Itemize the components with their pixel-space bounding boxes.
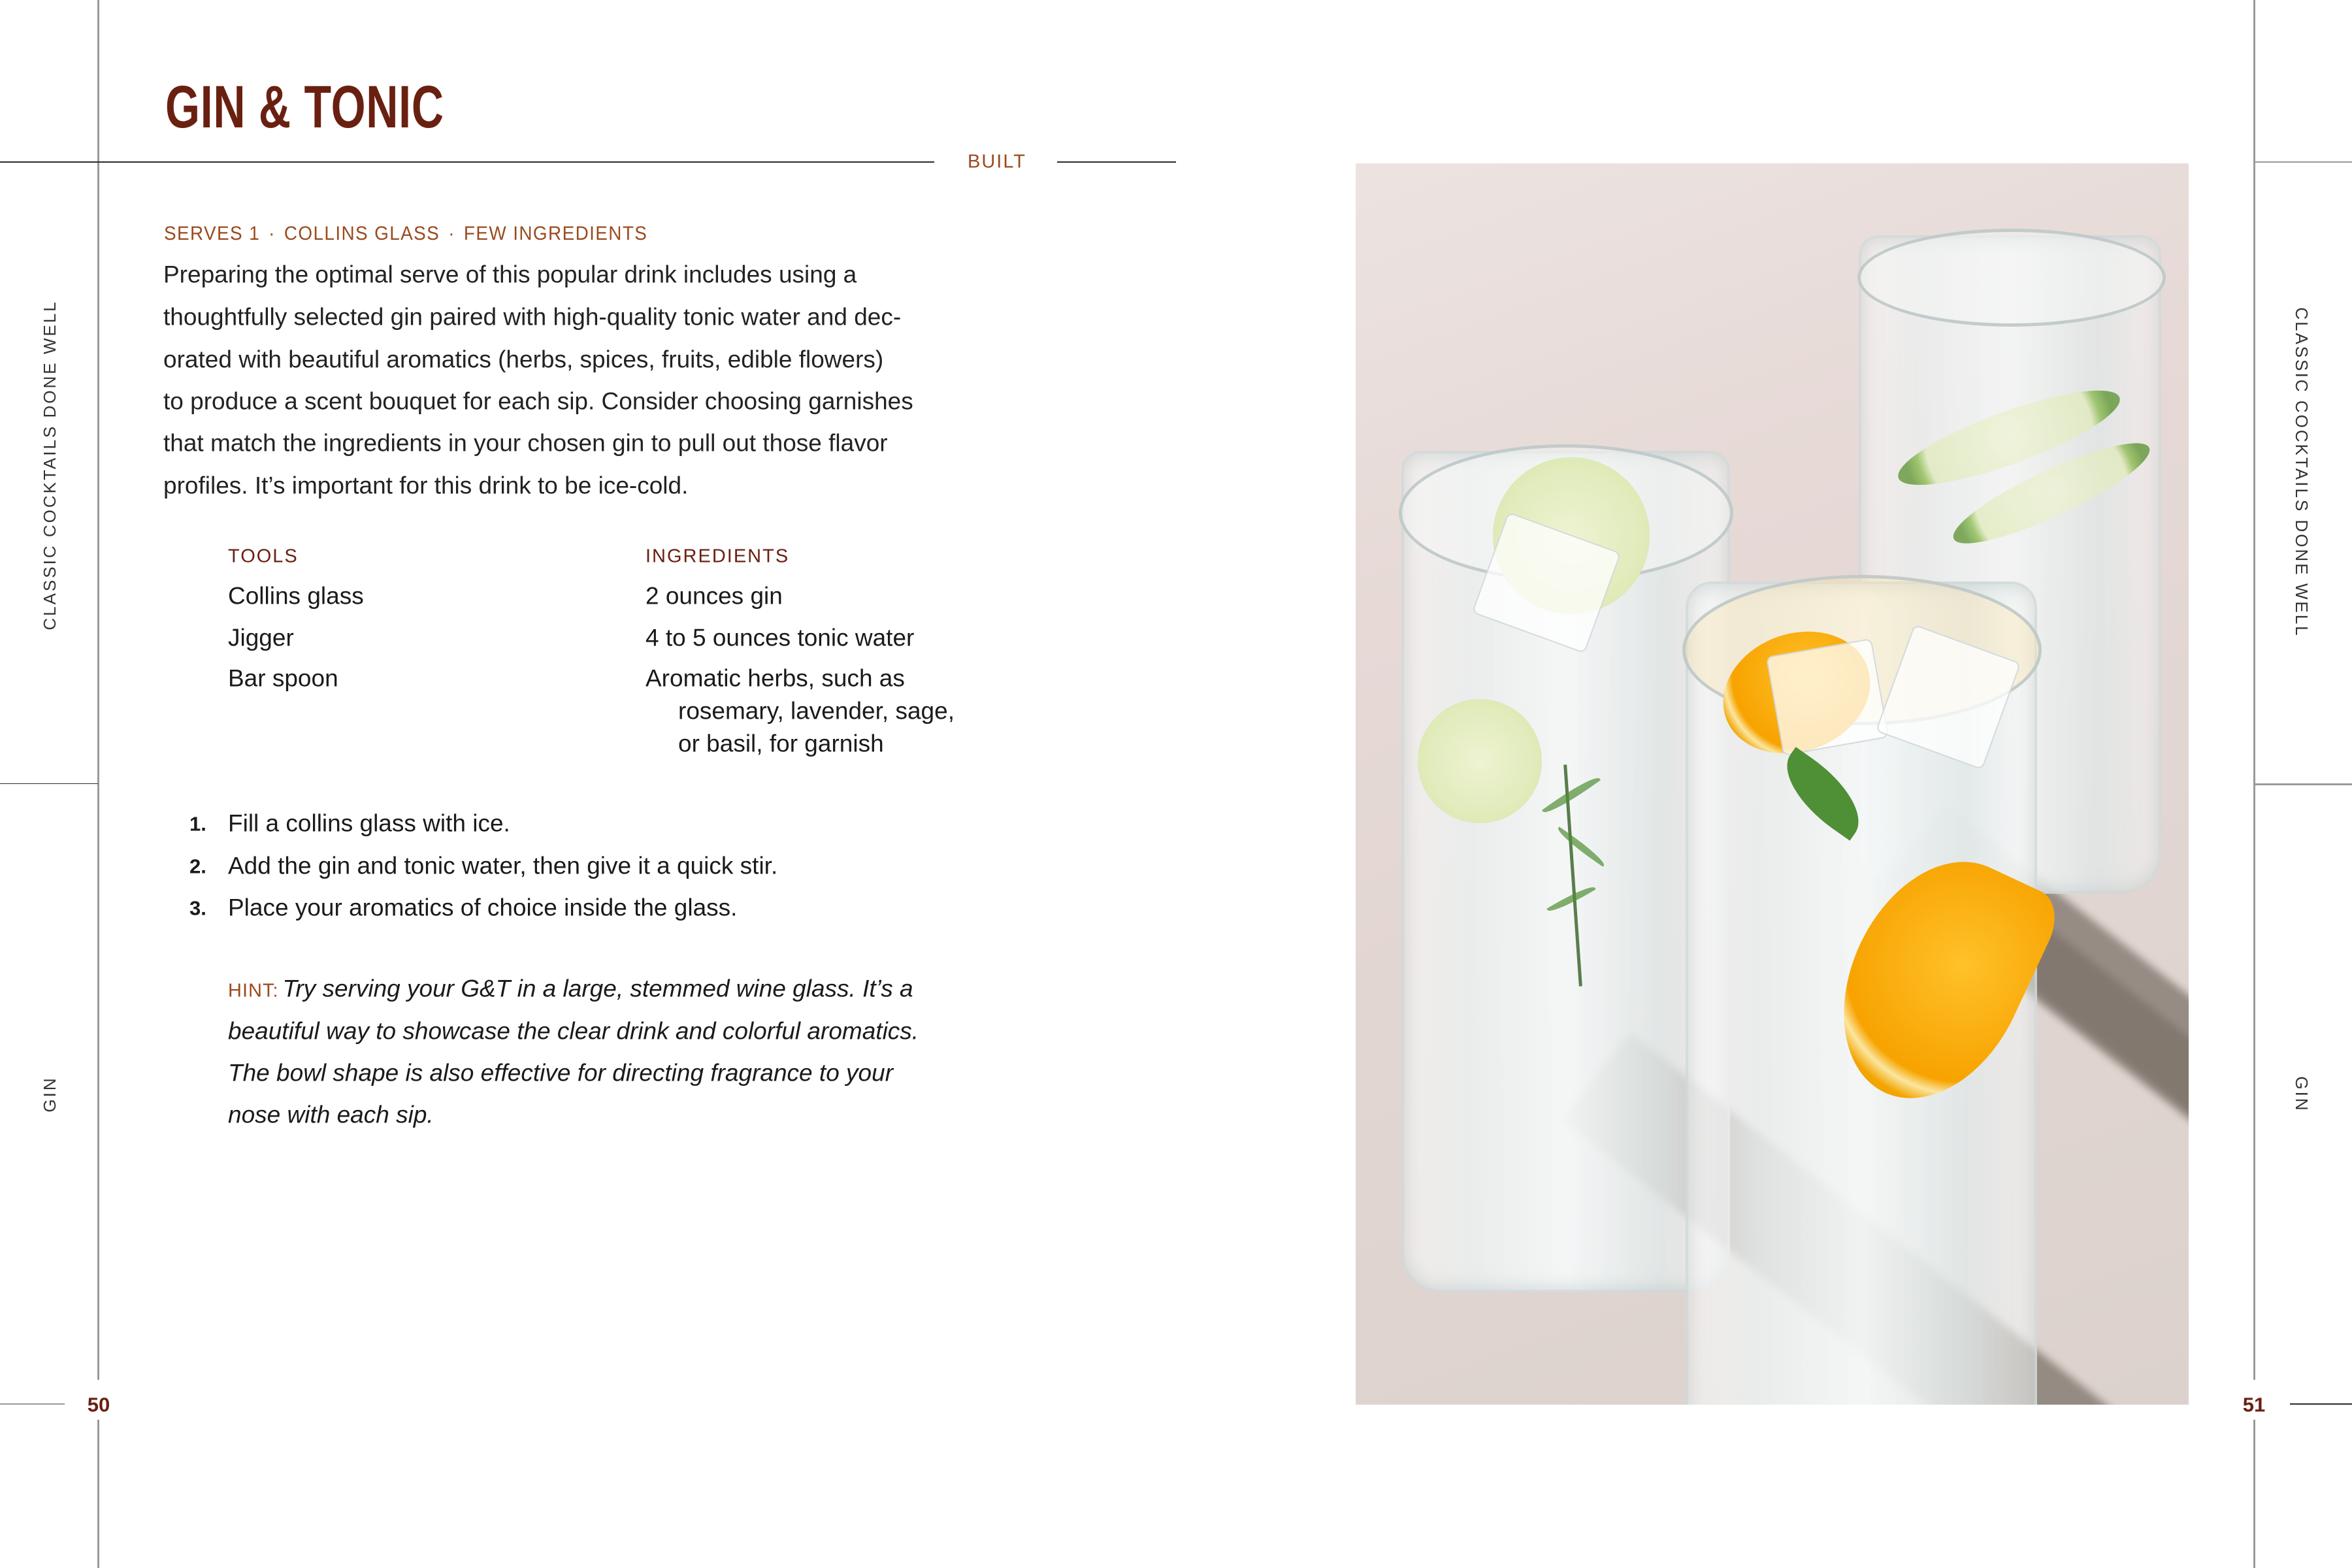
step-number: 2. [189, 855, 206, 878]
right-margin-rule-top [2253, 0, 2255, 1380]
tool-item: Bar spoon [228, 664, 338, 692]
intro-line: profiles. It’s important for this drink to be ice-cold. [163, 472, 689, 499]
meta-separator: · [448, 223, 455, 244]
tools-heading: TOOLS [228, 546, 299, 567]
left-section-rule [0, 783, 98, 784]
tool-item: Jigger [228, 624, 294, 651]
step-number: 1. [189, 812, 206, 836]
chapter-label-right: GIN [2292, 1076, 2311, 1113]
intro-line: Preparing the optimal serve of this popular drink includes using a [163, 261, 857, 288]
hint-line [228, 977, 913, 1001]
cocktail-photo [1356, 163, 2189, 1405]
page-number-right: 51 [2242, 1393, 2266, 1416]
method-tag: BUILT [967, 151, 1027, 172]
ice-cube [1766, 638, 1889, 756]
chapter-label-left: GIN [40, 1076, 59, 1113]
tool-item: Collins glass [228, 582, 364, 610]
step-text: Place your aromatics of choice inside the glass. [228, 894, 738, 921]
meta-complexity: FEW INGREDIENTS [463, 223, 648, 244]
hint-text: Try serving your G&T in a large, stemmed wine glass. It’s a [282, 975, 913, 1002]
hint-line: The bowl shape is also effective for directing fragrance to your [228, 1059, 894, 1086]
ingredient-item-continued: rosemary, lavender, sage, [678, 697, 955, 725]
ingredient-item: 4 to 5 ounces tonic water [645, 624, 915, 651]
intro-line: that match the ingredients in your chosen gin to pull out those flavor [163, 429, 888, 457]
intro-line: to produce a scent bouquet for each sip. Consider choosing garnishes [163, 387, 913, 415]
running-title-left: CLASSIC COCKTAILS DONE WELL [40, 300, 59, 630]
hint-line: beautiful way to showcase the clear drink and colorful aromatics. [228, 1017, 919, 1045]
left-footer-rule [0, 1403, 65, 1405]
recipe-title: GIN & TONIC [165, 74, 444, 140]
meta-serves: SERVES 1 [164, 223, 261, 244]
hint-line: nose with each sip. [228, 1101, 434, 1128]
ingredient-item: 2 ounces gin [645, 582, 783, 610]
right-margin-rule-bottom [2253, 1420, 2255, 1568]
step-text: Fill a collins glass with ice. [228, 809, 510, 837]
intro-line: thoughtfully selected gin paired with high-quality tonic water and dec- [163, 303, 902, 331]
glass-back-rim [1857, 229, 2166, 327]
cucumber-slice [1418, 699, 1542, 823]
ingredient-item-continued: or basil, for garnish [678, 730, 884, 757]
header-rule-left [0, 161, 934, 163]
right-section-rule [2254, 783, 2352, 785]
step-number: 3. [189, 896, 206, 920]
right-page-rule-top [2254, 161, 2352, 163]
ingredients-heading: INGREDIENTS [645, 546, 790, 567]
running-title-right: CLASSIC COCKTAILS DONE WELL [2292, 307, 2311, 638]
intro-line: orated with beautiful aromatics (herbs, spices, fruits, edible flowers) [163, 346, 884, 373]
page-number-left: 50 [87, 1393, 110, 1416]
header-rule-right [1057, 161, 1176, 163]
left-margin-rule-bottom [97, 1420, 99, 1568]
left-margin-rule-top [97, 0, 99, 1380]
ingredient-item: Aromatic herbs, such as [645, 664, 905, 692]
meta-separator: · [269, 223, 276, 244]
hint-label: HINT: [228, 980, 279, 1002]
right-footer-rule [2290, 1403, 2352, 1405]
step-text: Add the gin and tonic water, then give it a quick stir. [228, 852, 778, 879]
recipe-meta [164, 224, 647, 244]
meta-glass: COLLINS GLASS [284, 223, 440, 244]
